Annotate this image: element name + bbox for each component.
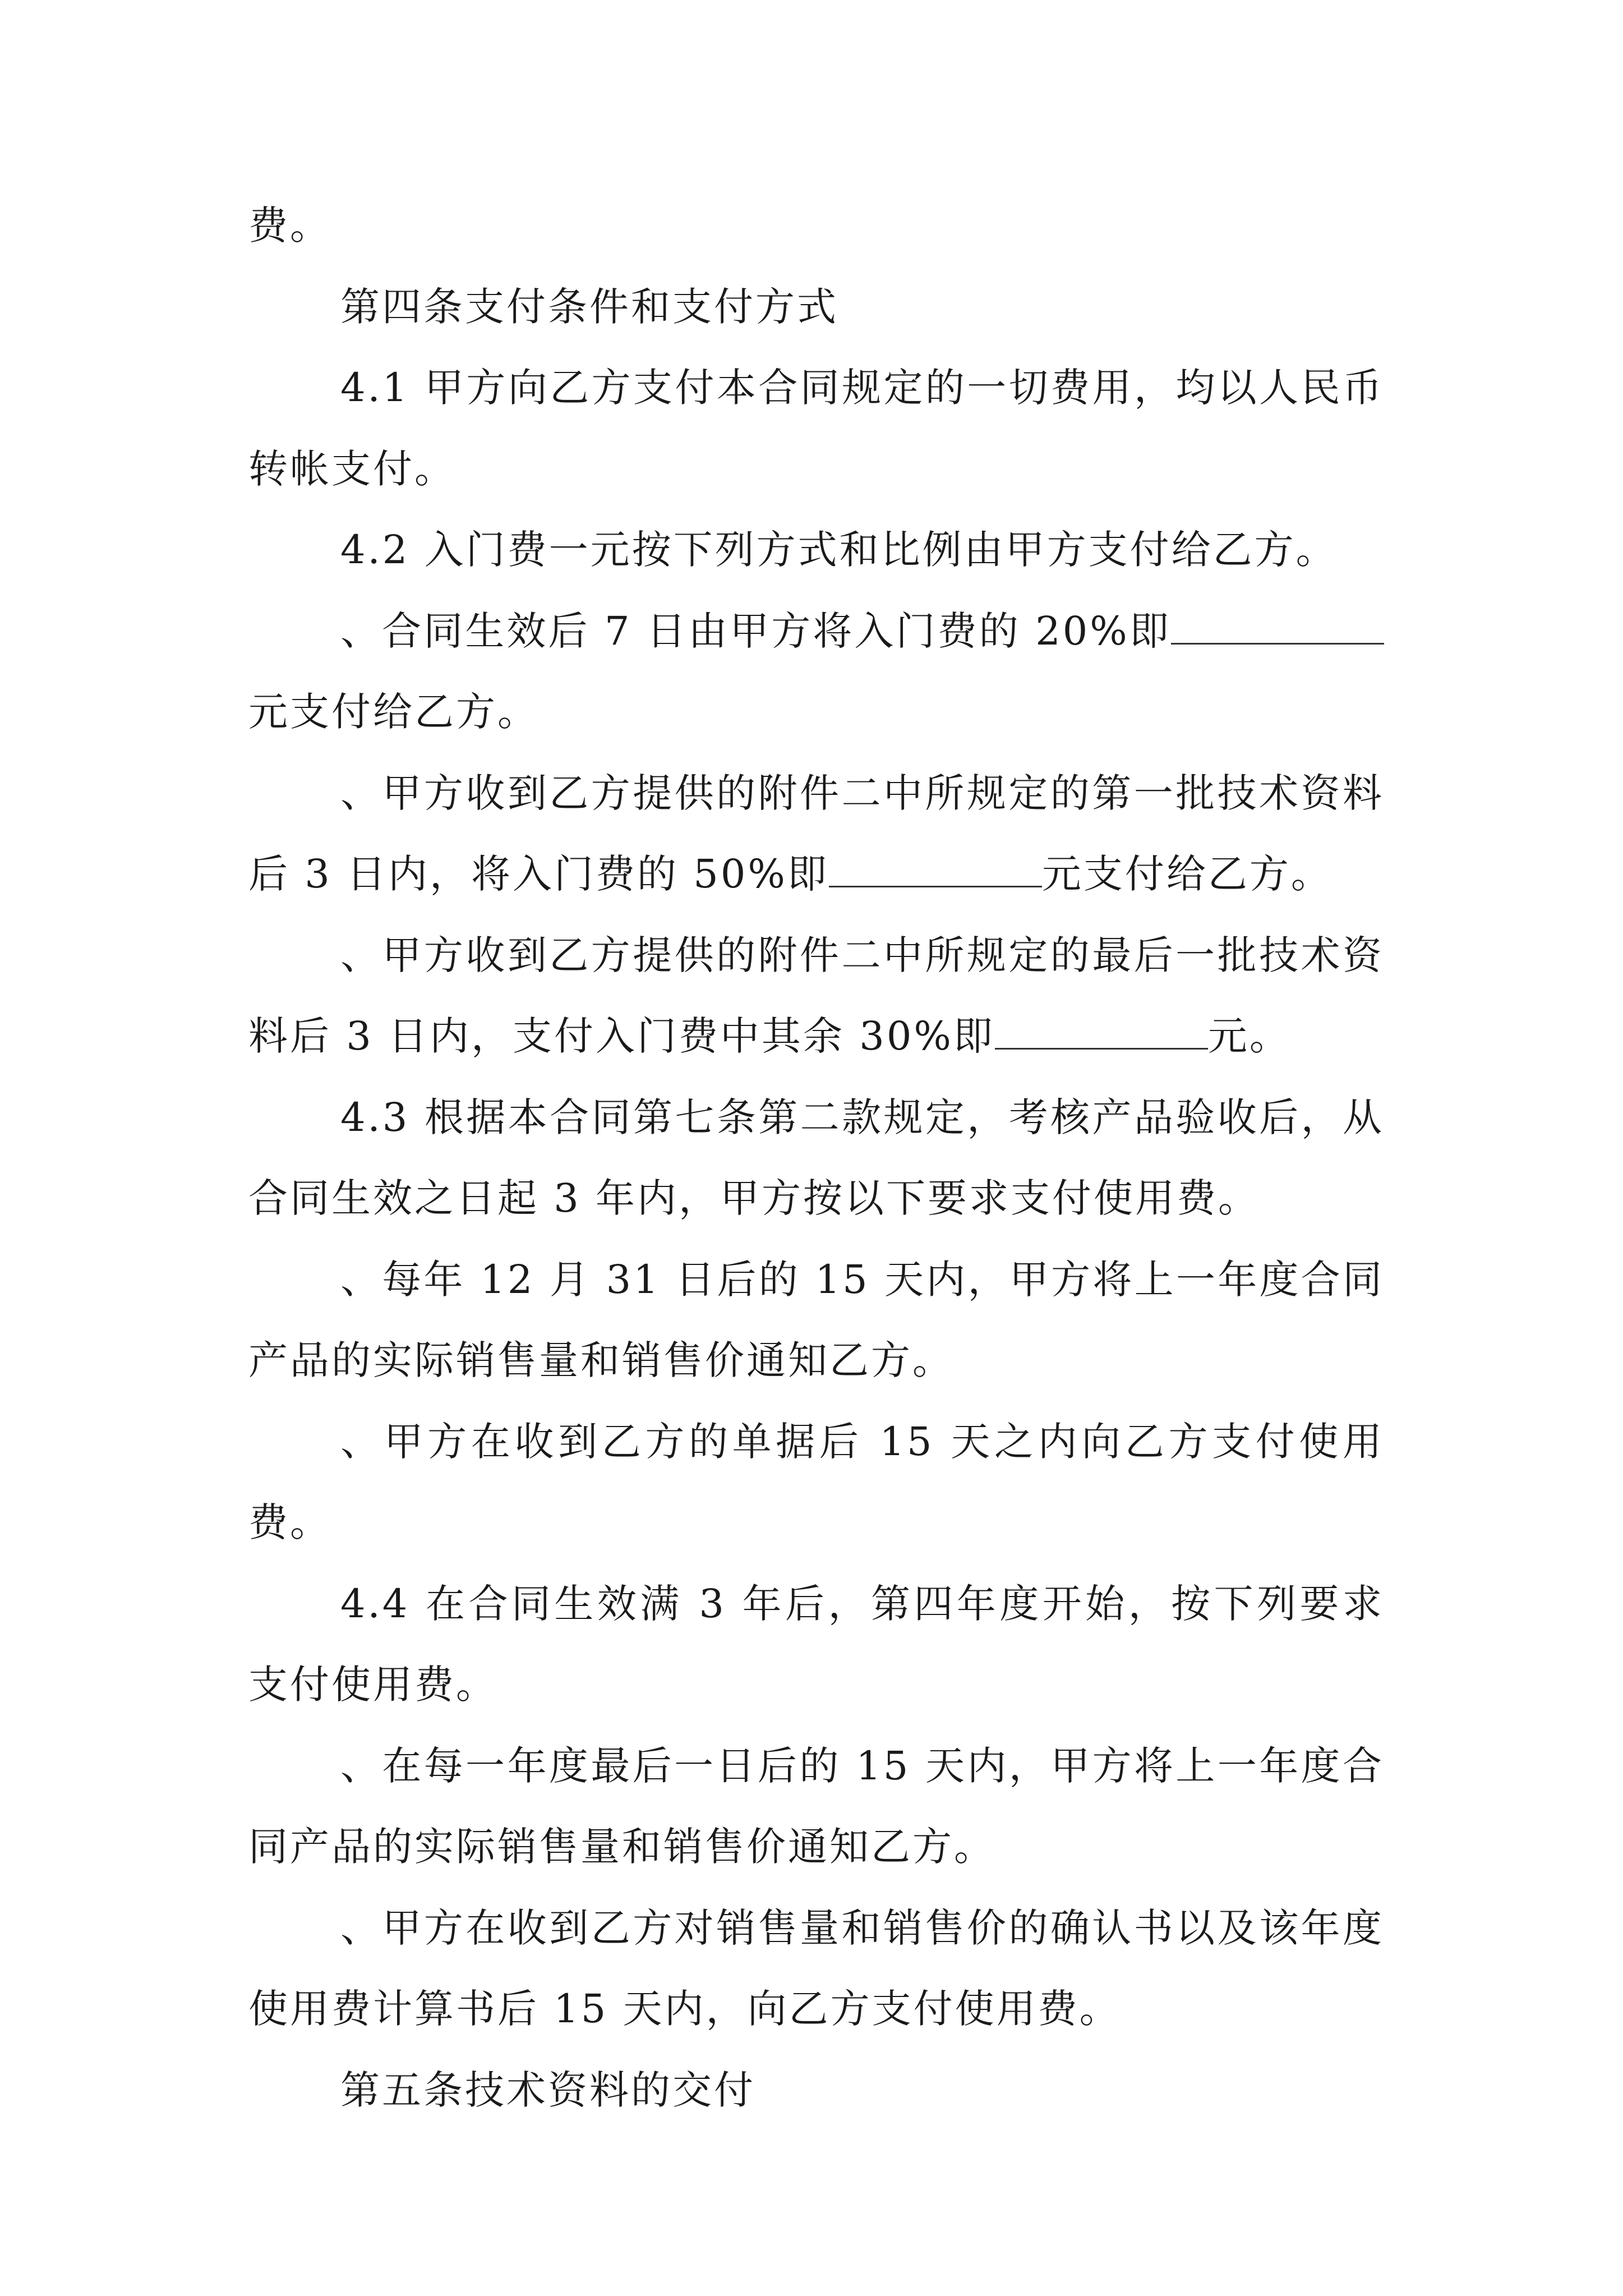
amount-blank bbox=[1171, 605, 1384, 645]
item-text: 、甲方收到乙方提供的附件二中所规定的第一批技术资料后 3 日内，将入门费的 50%即 bbox=[248, 770, 1384, 897]
clause-4-1: 4.1 甲方向乙方支付本合同规定的一切费用，均以人民币转帐支付。 bbox=[248, 365, 1384, 492]
article-4-heading: 第四条支付条件和支付方式 bbox=[340, 283, 838, 330]
clause-4-4-item-1: 、在每一年度最后一日后的 15 天内，甲方将上一年度合同产品的实际销售量和销售价通知乙方。 bbox=[248, 1742, 1384, 1870]
item-text: 、合同生效后 7 日由甲方将入门费的 20%即 bbox=[340, 608, 1171, 654]
paragraph-fee-end: 费。 bbox=[248, 203, 331, 249]
clause-4-3-item-2: 、甲方在收到乙方的单据后 15 天之内向乙方支付使用费。 bbox=[248, 1418, 1384, 1545]
clause-4-2-item-3 bbox=[248, 915, 1384, 1077]
clause-4-2-item-2 bbox=[248, 753, 1384, 915]
item-text: 元支付给乙方。 bbox=[248, 689, 539, 735]
item-text: 元。 bbox=[1207, 1013, 1291, 1059]
document-body bbox=[248, 185, 1384, 2131]
clause-4-4: 4.4 在合同生效满 3 年后，第四年度开始，按下列要求支付使用费。 bbox=[248, 1580, 1384, 1708]
item-text: 、甲方收到乙方提供的附件二中所规定的最后一批技术资料后 3 日内，支付入门费中其余 30%即 bbox=[248, 932, 1384, 1059]
item-text: 元支付给乙方。 bbox=[1041, 851, 1332, 897]
amount-blank bbox=[829, 849, 1042, 888]
clause-4-2-item-1 bbox=[248, 591, 1384, 753]
clause-4-2: 4.2 入门费一元按下列方式和比例由甲方支付给乙方。 bbox=[340, 527, 1338, 573]
clause-4-3-item-1: 、每年 12 月 31 日后的 15 天内，甲方将上一年度合同产品的实际销售量和销售价通知乙方。 bbox=[248, 1256, 1384, 1383]
article-5-heading: 第五条技术资料的交付 bbox=[340, 2067, 755, 2113]
amount-blank bbox=[995, 1011, 1208, 1050]
clause-4-3: 4.3 根据本合同第七条第二款规定，考核产品验收后，从合同生效之日起 3 年内，甲方按以下要求支付使用费。 bbox=[248, 1094, 1384, 1221]
clause-4-4-item-2: 、甲方在收到乙方对销售量和销售价的确认书以及该年度使用费计算书后 15 天内，向乙方支付使用费。 bbox=[248, 1904, 1384, 2032]
